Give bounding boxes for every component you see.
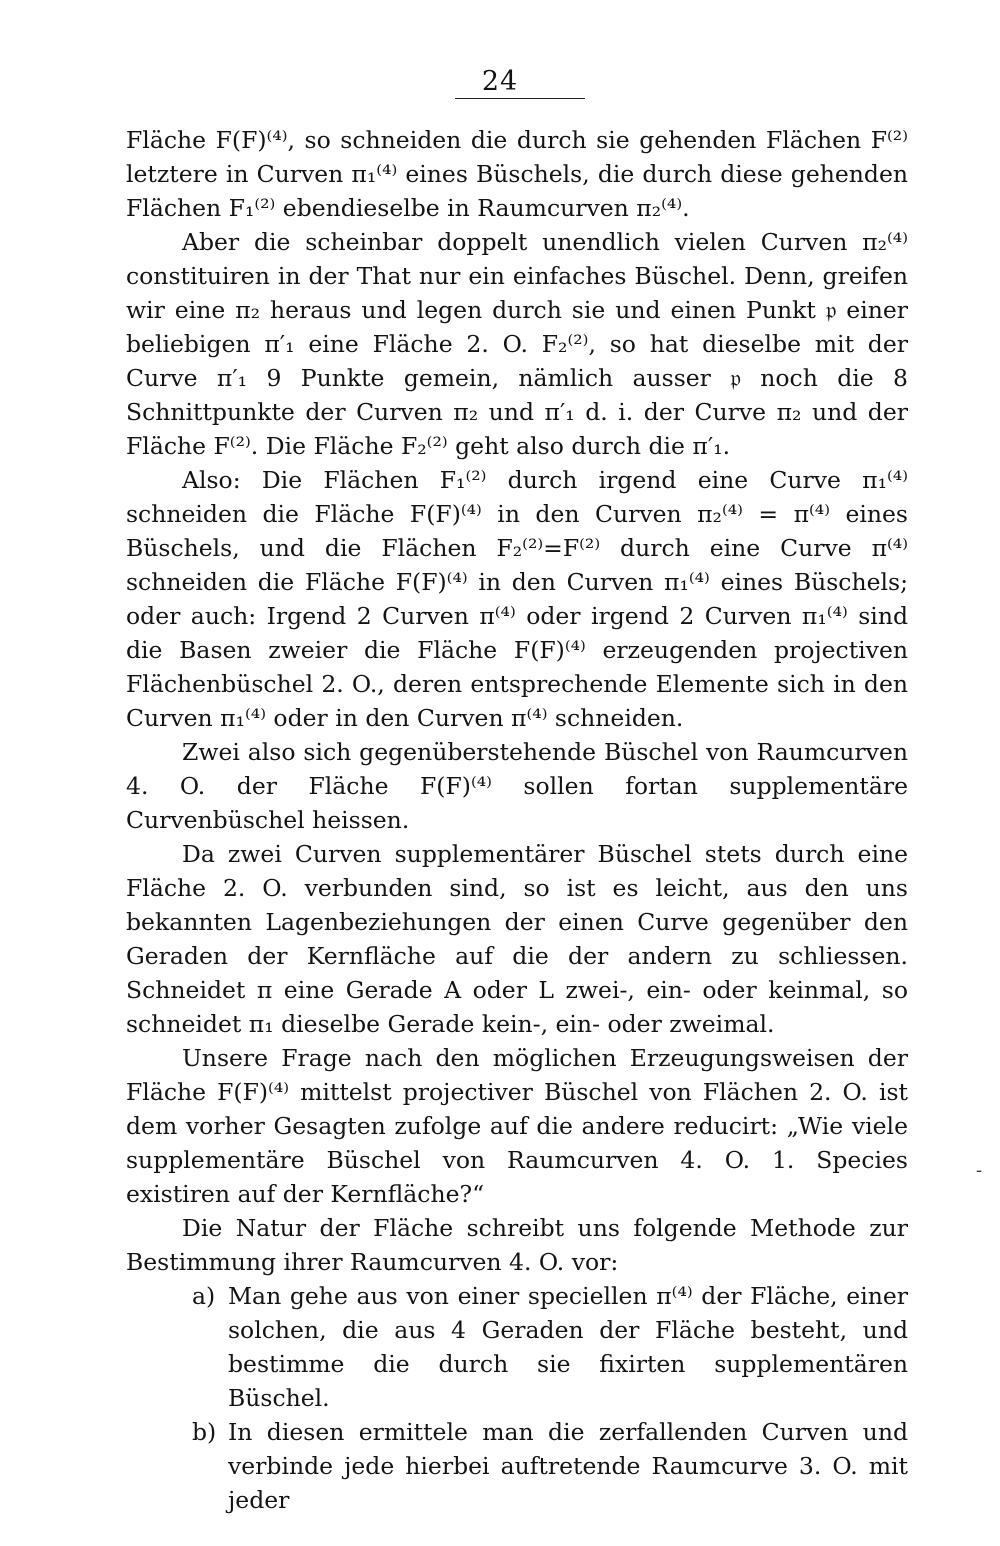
paragraph-7: Die Natur der Fläche schreibt uns folgende Methode zur Bestimmung ihrer Raumcurven 4. O. vor: (126, 1214, 908, 1276)
paragraph-3: Also: Die Flächen F₁⁽²⁾ durch irgend eine Curve π₁⁽⁴⁾ schneiden die Fläche F(F)⁽⁴⁾ in den Curven π₂⁽⁴⁾ = π⁽⁴⁾ eines Büschels, und die Flächen F₂⁽²⁾=F⁽²⁾ durch eine Curve π⁽⁴⁾ schneiden die Fläche F(F)⁽⁴⁾ in den Curven π₁⁽⁴⁾ eines Büschels; oder auch: Irgend 2 Curven π⁽⁴⁾ oder irgend 2 Curven π₁⁽⁴⁾ sind die Basen zweier die Fläche F(F)⁽⁴⁾ erzeugenden projectiven Flächenbüschel 2. O., deren entsprechende Elemente sich in den Curven π₁⁽⁴⁾ oder in den Curven π⁽⁴⁾ schneiden. (126, 466, 908, 732)
paragraph-2: Aber die scheinbar doppelt unendlich vielen Curven π₂⁽⁴⁾ constituiren in der That nur ein einfaches Büschel. Denn, greifen wir eine π₂ heraus und legen durch sie und einen Punkt 𝔭 einer beliebigen π′₁ eine Fläche 2. O. F₂⁽²⁾, so hat dieselbe mit der Curve π′₁ 9 Punkte gemein, nämlich ausser 𝔭 noch die 8 Schnittpunkte der Curven π₂ und π′₁ d. i. der Curve π₂ und der Fläche F⁽²⁾. Die Fläche F₂⁽²⁾ geht also durch die π′₁. (126, 228, 908, 460)
paragraph-4: Zwei also sich gegenüberstehende Büschel von Raumcurven 4. O. der Fläche F(F)⁽⁴⁾ sollen fortan supplementäre Curvenbüschel heissen. (126, 738, 908, 834)
margin-mark: - (976, 1160, 983, 1181)
paragraph-6: Unsere Frage nach den möglichen Erzeugungsweisen der Fläche F(F)⁽⁴⁾ mittelst projectiver Büschel von Flächen 2. O. ist dem vorher Gesagten zufolge auf die andere reducirt: „Wie viele supplementäre Büschel von Raumcurven 4. O. 1. Species existiren auf der Kernfläche?“ (126, 1044, 908, 1208)
list-item-b (126, 1415, 908, 1517)
list-text-a: Man gehe aus von einer speciellen π⁽⁴⁾ der Fläche, einer solchen, die aus 4 Geraden der Fläche besteht, und bestimme die durch sie fixirten supplementären Büschel. (228, 1282, 908, 1412)
paragraph-5: Da zwei Curven supplementärer Büschel stets durch eine Fläche 2. O. verbunden sind, so ist es leicht, aus den uns bekannten Lagenbeziehungen der einen Curve gegenüber den Geraden der Kernfläche auf die der andern zu schliessen. Schneidet π eine Gerade A oder L zwei-, ein- oder keinmal, so schneidet π₁ dieselbe Gerade kein-, ein- oder zweimal. (126, 840, 908, 1038)
page-number: 24 (481, 66, 519, 97)
list-text-b: In diesen ermittele man die zerfallenden Curven und verbinde jede hierbei auftretende Raumcurve 3. O. mit jeder (228, 1418, 908, 1514)
list-item-a (126, 1279, 908, 1415)
paragraph-continuation: Fläche F(F)⁽⁴⁾, so schneiden die durch sie gehenden Flächen F⁽²⁾ letztere in Curven π₁⁽⁴⁾ eines Büschels, die durch diese gehenden Flächen F₁⁽²⁾ ebendieselbe in Raumcurven π₂⁽⁴⁾. (126, 126, 908, 222)
body-text (126, 123, 908, 1517)
header-rule (455, 98, 585, 99)
list-label-b: b) (192, 1418, 217, 1446)
list-label-a: a) (192, 1282, 216, 1310)
